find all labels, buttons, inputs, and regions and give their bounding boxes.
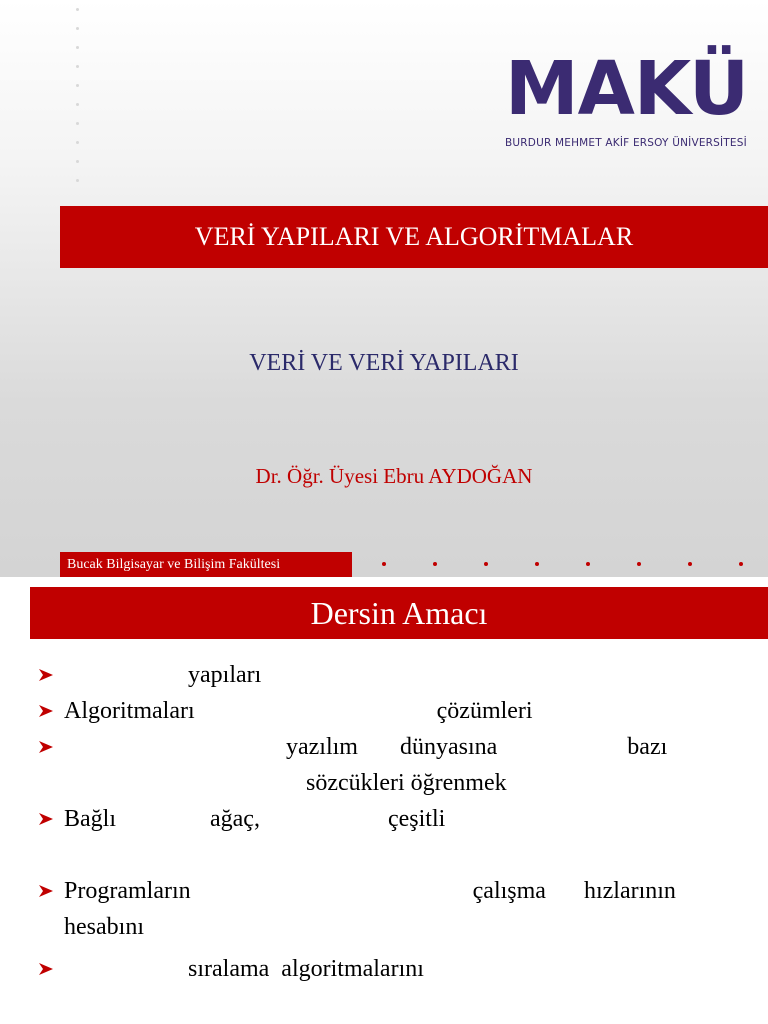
bullet-text: çözümleri: [436, 698, 533, 724]
list-item: [36, 657, 750, 693]
arrow-bullet-icon: [36, 693, 58, 729]
bullet-text-continuation: sözcükleri öğrenmek: [306, 770, 507, 796]
decorative-dots-vertical: [76, 8, 82, 198]
university-logo: MAKÜ: [505, 46, 749, 132]
bullet-text: Algoritmaları: [64, 698, 195, 724]
list-item: [36, 693, 750, 729]
goal-list: [36, 657, 750, 987]
bullet-text: Programların: [64, 878, 191, 904]
bullet-text: Bağlı: [64, 806, 116, 832]
bullet-text: hızlarının: [583, 878, 676, 904]
university-name: BURDUR MEHMET AKİF ERSOY ÜNİVERSİTESİ: [505, 137, 747, 149]
bullet-text: bazı: [627, 734, 668, 760]
list-item: [36, 951, 750, 987]
bullet-text: ağaç,: [210, 806, 260, 832]
course-title-banner: [60, 206, 768, 268]
slide-title-banner: [30, 587, 768, 639]
list-item: [36, 801, 750, 837]
arrow-bullet-icon: [36, 729, 58, 765]
author-name: Dr. Öğr. Üyesi Ebru AYDOĞAN: [255, 464, 533, 488]
course-goals-slide: [0, 577, 768, 1024]
bullet-text-continuation: hesabını: [64, 914, 144, 940]
bullet-text: yazılım: [286, 734, 358, 760]
list-item: [36, 729, 750, 801]
decorative-dots-horizontal: [382, 562, 768, 566]
bullet-text: çeşitli: [387, 806, 446, 832]
list-item: [36, 873, 750, 945]
arrow-bullet-icon: [36, 657, 58, 693]
slide-title: Dersin Amacı: [310, 594, 488, 631]
bullet-text: çalışma: [472, 878, 546, 904]
bullet-text: sıralama: [188, 956, 270, 982]
course-title: VERİ YAPILARI VE ALGORİTMALAR: [194, 222, 634, 251]
arrow-bullet-icon: [36, 873, 58, 909]
arrow-bullet-icon: [36, 951, 58, 987]
arrow-bullet-icon: [36, 801, 58, 837]
bullet-text: algoritmalarını: [281, 956, 424, 982]
faculty-label: Bucak Bilgisayar ve Bilişim Fakültesi: [60, 552, 352, 577]
lecture-title: VERİ VE VERİ YAPILARI: [249, 350, 519, 376]
bullet-text: yapıları: [188, 662, 262, 688]
bullet-text: dünyasına: [399, 734, 498, 760]
